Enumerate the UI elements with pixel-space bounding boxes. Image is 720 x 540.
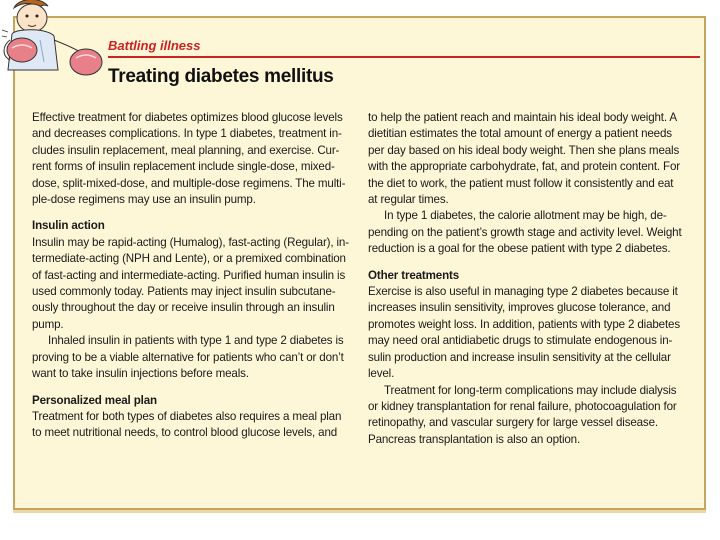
body-line: dietitian estimates the total amount of energy a patient needs (368, 127, 672, 141)
body-line: may need oral antidiabetic drugs to stimulate endogenous in- (368, 334, 673, 348)
body-line: ously throughout the day or receive insulin through an insulin (32, 301, 335, 315)
section-heading: Personalized meal plan (32, 393, 157, 407)
header-divider (108, 56, 700, 58)
page-title: Treating diabetes mellitus (108, 66, 334, 87)
body-line: reduction is a goal for the obese patient with type 2 diabetes. (368, 242, 671, 256)
body-line: Effective treatment for diabetes optimizes blood glucose levels (32, 111, 343, 124)
body-line: Treatment for both types of diabetes also requires a meal plan (32, 409, 342, 423)
body-line: and decreases complications. In type 1 diabetes, treatment in- (32, 127, 342, 141)
body-line: of fast-acting and intermediate-acting. Purified human insulin is (32, 268, 346, 282)
body-line: level. (368, 367, 395, 381)
body-line: In type 1 diabetes, the calorie allotment may be high, de- (384, 209, 667, 223)
body-line: proving to be a viable alternative for patients who can’t or don’t (32, 350, 344, 364)
section-heading: Other treatments (368, 268, 460, 282)
body-line: at regular times. (368, 193, 449, 207)
panel-bottom-edge (13, 510, 706, 513)
body-line: increases insulin sensitivity, improves glucose tolerance, and (368, 301, 671, 315)
body-line: to meet nutritional needs, to control blood glucose levels, and (32, 426, 338, 440)
right-column (368, 110, 698, 448)
body-line: used commonly today. Patients may inject insulin subcutane- (32, 285, 336, 299)
body-line: termediate-acting (NPH and Lente), or a premixed combination (32, 252, 346, 266)
section-heading: Insulin action (32, 219, 105, 233)
body-line: to help the patient reach and maintain his ideal body weight. A (368, 111, 677, 124)
body-line: Insulin may be rapid-acting (Humalog), fast-acting (Regular), in- (32, 235, 349, 249)
body-line: Pancreas transplantation is also an option. (368, 432, 581, 446)
body-line: retinopathy, and vascular surgery for large vessel disease. (368, 416, 658, 430)
body-line: with the appropriate carbohydrate, fat, and protein content. For (368, 160, 680, 174)
body-line: promotes weight loss. In addition, patients with type 2 diabetes (368, 317, 680, 331)
body-line: Exercise is also useful in managing type 2 diabetes because it (368, 285, 678, 299)
body-line: per day based on his ideal body weight. Then she plans meals (368, 143, 680, 157)
body-line: sulin production and increase insulin sensitivity at the cellular (368, 350, 671, 364)
section-kicker: Battling illness (108, 38, 201, 53)
body-line: pending on the patient’s growth stage and activity level. Weight (368, 225, 682, 239)
body-line: dose, split-mixed-dose, and multiple-dose regimens. The multi- (32, 176, 346, 190)
boxer-cartoon-icon (0, 0, 106, 88)
body-line: Treatment for long-term complications may include dialysis (384, 383, 677, 397)
body-line: ple-dose regimens may use an insulin pump. (32, 193, 256, 207)
body-line: Inhaled insulin in patients with type 1 and type 2 diabetes is (48, 334, 344, 348)
body-line: the diet to work, the patient must follow it consistently and eat (368, 176, 674, 190)
body-line: cludes insulin replacement, meal planning, and exercise. Cur- (32, 143, 340, 157)
body-line: or kidney transplantation for renal failure, photocoagulation for (368, 399, 677, 413)
body-line: want to take insulin injections before meals. (32, 367, 249, 381)
left-column (32, 110, 362, 442)
body-line: pump. (32, 317, 64, 331)
body-line: rent forms of insulin replacement include single-dose, mixed- (32, 160, 335, 174)
